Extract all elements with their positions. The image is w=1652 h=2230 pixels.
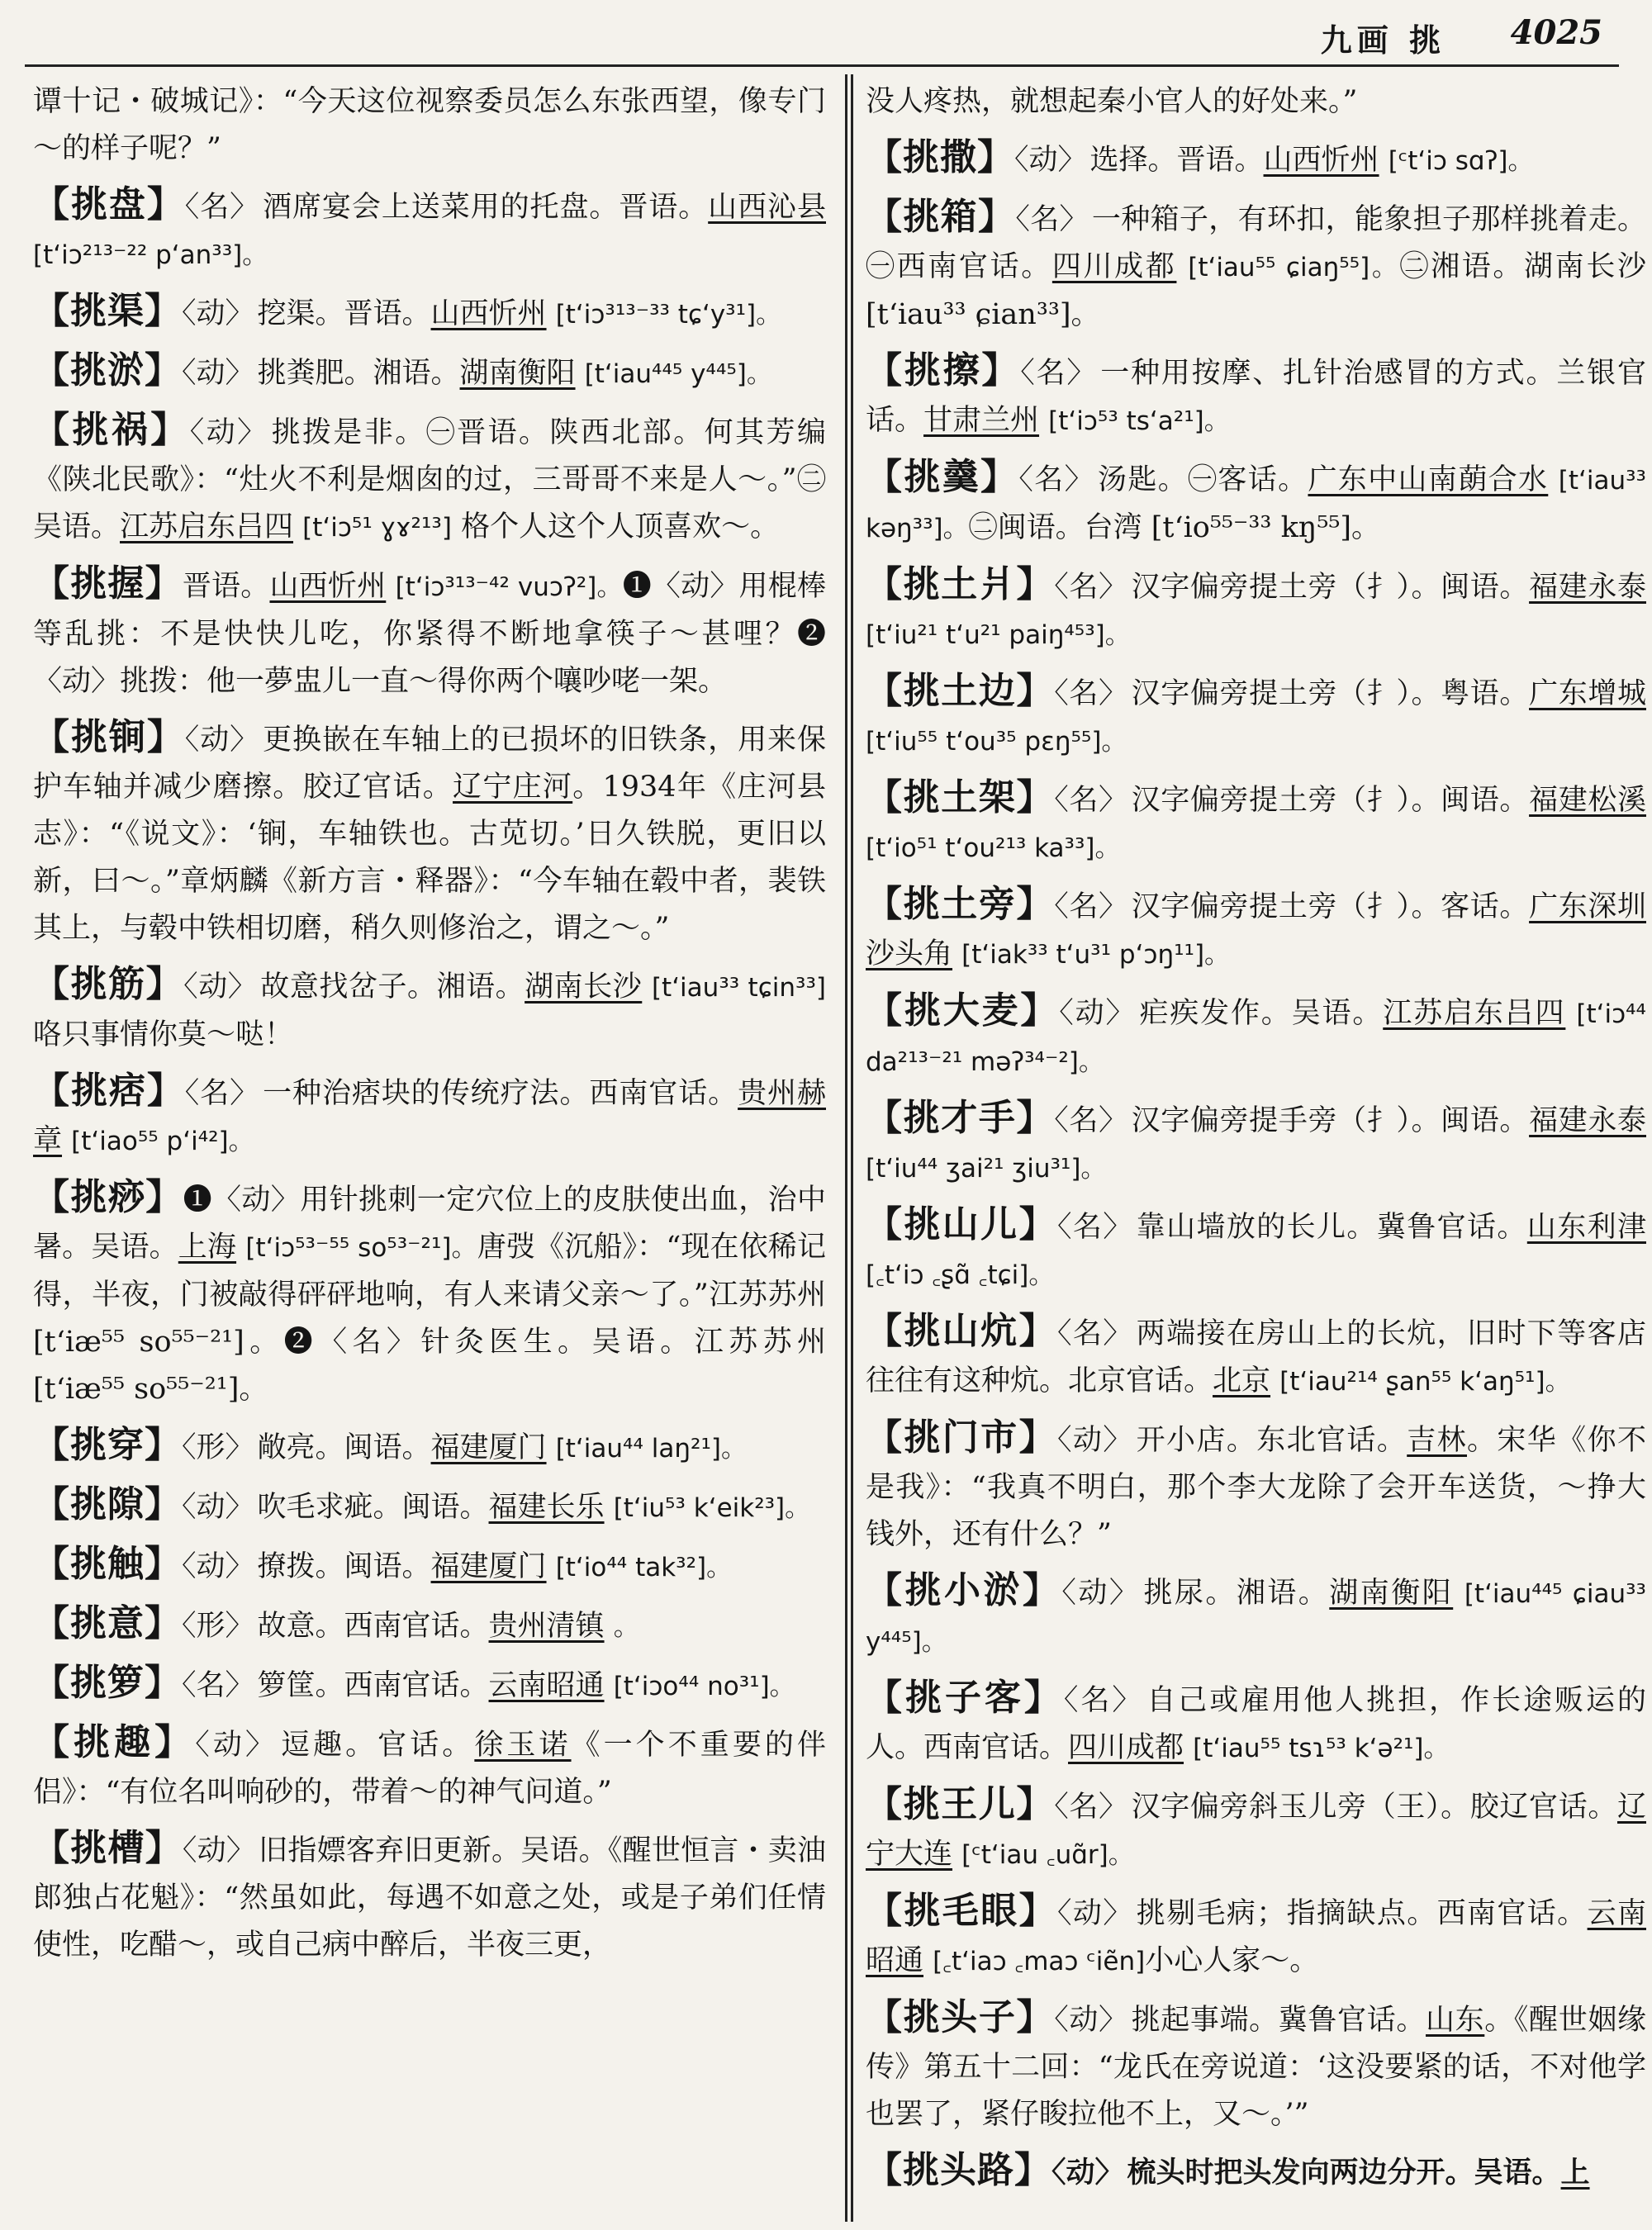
dictionary-entry (866, 880, 1646, 979)
dialect-location: 云南昭通 (488, 1669, 605, 1702)
dictionary-entry (866, 1567, 1646, 1666)
section-label: 九画 挑 (1320, 21, 1446, 59)
entry-definition: 逗趣。官话。 (280, 1729, 475, 1762)
dialect-location: 广东深圳沙头角 (866, 890, 1646, 970)
entry-example: 。1934年《庄河县志》：“《说文》：‘锏，车轴铁也。古苋切。’日久铁脱，更旧以新，曰～。”章炳麟《新方言・释器》：“今车轴在毂中者，裴铁其上，与毂中铁相切磨，稍久则修治之，谓之～。” (33, 771, 826, 945)
pronunciation: [ᶜtʻiau ꜀uɑ̃r]。 (961, 1840, 1134, 1870)
entry-headword: 【挑土爿】 (866, 563, 1055, 605)
pronunciation: [tʻiɔ³¹³⁻⁴² vuɔʔ²]。 (395, 572, 623, 602)
pronunciation: [tʻio⁴⁴ tak³²]。 (555, 1553, 733, 1582)
entry-definition: 梳头时把头发向两边分开。吴语。 (1127, 2156, 1561, 2190)
entry-headword: 【挑意】 (33, 1602, 182, 1644)
pronunciation: [tʻiau³³ kəŋ³³]。 (866, 466, 1646, 543)
entry-definition: 晋语。 (182, 570, 270, 603)
dialect-location: 山东 (1426, 2004, 1485, 2037)
pronunciation: [tʻio⁵¹ tʻou²¹³ ka³³]。 (866, 833, 1121, 863)
entry-headword: 【挑箩】 (33, 1662, 182, 1704)
pronunciation: [tʻiɔ⁵¹ ɣɤ²¹³] (302, 513, 452, 543)
pronunciation: [tʻiɔ⁵³ tsʻa²¹]。 (1048, 406, 1230, 436)
part-of-speech: 〈动〉 (183, 970, 258, 1004)
dialect-location: 贵州赫章 (33, 1077, 826, 1157)
entry-headword: 【挑祸】 (33, 409, 190, 451)
pronunciation: [tʻiu⁵³ kʻeik²³]。 (613, 1493, 811, 1523)
entry-headword: 【挑羹】 (866, 456, 1019, 498)
dialect-location: 上海 (178, 1231, 237, 1264)
dictionary-entry (866, 667, 1646, 766)
dictionary-entry (33, 347, 826, 398)
pronunciation: [tʻiau³³ tɕin³³] (651, 973, 826, 1003)
entry-definition: 故意。西南官话。 (257, 1610, 489, 1643)
dictionary-entry (866, 1674, 1646, 1772)
entry-headword: 【挑子客】 (866, 1677, 1064, 1719)
entry-example: 格个人这个人顶喜欢～。 (451, 510, 780, 543)
part-of-speech: 〈动〉 (1056, 1897, 1133, 1930)
dialect-location: 山西忻州 (1263, 144, 1379, 177)
entry-headword: 【挑痞】 (33, 1070, 185, 1112)
pronunciation: [tʻiao⁵⁵ pʻi⁴²]。 (71, 1127, 254, 1156)
dialect-location: 福建永泰 (1529, 571, 1646, 604)
dialect-location: 山东利津 (1526, 1211, 1646, 1244)
entry-headword: 【挑王儿】 (866, 1783, 1055, 1825)
pronunciation: [tʻiak³³ tʻu³¹ pʻɔŋ¹¹]。 (961, 940, 1231, 970)
dialect-location: 江苏启东吕四 (1383, 997, 1566, 1030)
dictionary-entry (33, 1719, 826, 1816)
dialect-location: 福建松溪 (1529, 784, 1646, 817)
entry-headword: 【挑触】 (33, 1543, 182, 1585)
entry-definition: 汉字偏旁提土旁（扌）。闽语。 (1131, 784, 1530, 817)
part-of-speech: 〈动〉 (1051, 2156, 1124, 2190)
entry-example: 咯只事情你莫～哒！ (33, 1018, 294, 1051)
entry-headword: 【挑锏】 (33, 716, 185, 758)
part-of-speech: 〈动〉 (182, 1550, 254, 1583)
dictionary-entry (33, 287, 826, 339)
dictionary-entry (866, 1307, 1646, 1406)
dialect-location: 湖南长沙 (525, 970, 643, 1004)
entry-definition: 挑剔毛病；指摘缺点。西南官话。 (1136, 1897, 1588, 1930)
part-of-speech: 〈动〉 (182, 1491, 254, 1524)
pronunciation: [tʻiu⁵⁵ tʻou³⁵ pɛŋ⁵⁵]。 (866, 727, 1127, 757)
entry-headword: 【挑土架】 (866, 776, 1055, 818)
dialect-location: 福建厦门 (430, 1431, 547, 1464)
entry-definition: 挖渠。晋语。 (257, 297, 431, 330)
dictionary-entry (33, 1067, 826, 1165)
part-of-speech: 〈形〉 (182, 1431, 254, 1464)
entry-headword: 【挑痧】 (33, 1176, 183, 1218)
dialect-location: 北京 (1213, 1364, 1271, 1397)
entry-definition: 汉字偏旁提土旁（扌）。粤语。 (1131, 677, 1530, 710)
dictionary-entry (866, 1994, 1646, 2138)
part-of-speech: 〈名〉 (1054, 571, 1128, 604)
entry-definition: 挑粪肥。湘语。 (257, 357, 460, 390)
entry-definition: 汉字偏旁提土旁（扌）。闽语。 (1131, 571, 1530, 604)
column-divider (845, 74, 853, 2222)
left-column (33, 78, 826, 2230)
dictionary-entry (33, 1600, 826, 1651)
part-of-speech: 〈名〉 (184, 1077, 260, 1110)
dictionary-entry (33, 181, 826, 279)
dictionary-entry (33, 560, 826, 705)
entry-example: 唐弢《沉船》：“现在依稀记得，半夜，门被敲得砰砰地响，有人来请父亲～了。”江苏苏州 [tʻiæ⁵⁵ so⁵⁵⁻²¹]。❷〈名〉针灸医生。吴语。江苏苏州 [tʻiæ⁵⁵ so⁵⁵⁻²¹]。 (33, 1231, 826, 1406)
entry-definition: 疟疾发作。吴语。 (1139, 997, 1384, 1030)
entry-definition: 挑尿。湘语。 (1143, 1577, 1330, 1610)
dictionary-entry (33, 1540, 826, 1592)
dictionary-entry (866, 774, 1646, 872)
entry-headword: 【挑握】 (33, 562, 183, 605)
part-of-speech: 〈动〉 (1059, 997, 1137, 1030)
dialect-location: 广东增城 (1529, 677, 1646, 710)
dictionary-entry (866, 134, 1646, 185)
dialect-location: 湖南衡阳 (1329, 1577, 1454, 1610)
right-column (866, 78, 1646, 2230)
entry-definition: 一种箱子，有环扣，能象担子那样挑着走。㊀西南官话。 (866, 203, 1646, 283)
dialect-location: 福建厦门 (430, 1550, 547, 1583)
dialect-location: 江苏启东吕四 (120, 510, 294, 543)
entry-headword: 【挑头子】 (866, 1996, 1055, 2038)
dialect-location: 辽宁庄河 (453, 771, 573, 804)
entry-headword: 【挑大麦】 (866, 989, 1060, 1032)
pronunciation: [tʻiu⁴⁴ ʒai²¹ ʒiu³¹]。 (866, 1154, 1107, 1184)
part-of-speech: 〈名〉 (1054, 890, 1128, 923)
entry-headword: 【挑隙】 (33, 1483, 182, 1525)
dialect-location: 四川成都 (1051, 250, 1177, 283)
entry-headword: 【挑槽】 (33, 1827, 183, 1869)
dialect-location: 贵州清镇 (488, 1610, 605, 1643)
entry-definition: 汉字偏旁提土旁（扌）。客话。 (1131, 890, 1530, 923)
entry-definition: 箩筐。西南官话。 (257, 1669, 489, 1702)
part-of-speech: 〈名〉 (182, 1669, 254, 1702)
dialect-location: 福建长乐 (488, 1491, 605, 1524)
dictionary-entry (866, 1887, 1646, 1986)
entry-definition: 吹毛求疵。闽语。 (257, 1491, 489, 1524)
entry-definition: 一种用按摩、扎针治感冒的方式。兰银官话。 (866, 357, 1646, 437)
part-of-speech: 〈动〉 (1056, 1424, 1133, 1457)
part-of-speech: 〈名〉 (1063, 1684, 1144, 1717)
pronunciation: [tʻiɔo⁴⁴ no³¹]。 (613, 1672, 795, 1701)
dialect-location: 山西沁县 (708, 191, 826, 224)
entry-headword: 【挑小淤】 (866, 1569, 1062, 1611)
part-of-speech: 〈动〉 (182, 357, 254, 390)
part-of-speech: 〈名〉 (1020, 357, 1098, 390)
entry-definition: 撩拨。闽语。 (257, 1550, 431, 1583)
part-of-speech: 〈动〉 (1014, 144, 1087, 177)
page-header (0, 0, 1652, 66)
dictionary-entry (33, 714, 826, 952)
entry-headword: 【挑擦】 (866, 349, 1021, 391)
pronunciation: [tʻiau²¹⁴ ʂan⁵⁵ kʻaŋ⁵¹]。 (1279, 1367, 1571, 1397)
part-of-speech: 〈动〉 (195, 1729, 278, 1762)
entry-definition: 更换嵌在车轴上的已损坏的旧铁条，用来保护车轴并减少磨擦。胶辽官话。 (33, 724, 826, 804)
dialect-location: 甘肃兰州 (923, 404, 1040, 437)
entry-definition: 汉字偏旁提手旁（扌）。闽语。 (1131, 1104, 1530, 1137)
part-of-speech: 〈动〉 (184, 724, 260, 757)
dialect-location: 云南昭通 (866, 1897, 1646, 1977)
pronunciation: 。 (613, 1612, 639, 1642)
entry-definition: 自己或雇用他人挑担，作长途贩运的人。西南官话。 (866, 1684, 1646, 1764)
part-of-speech: 〈动〉 (1054, 2004, 1128, 2037)
dictionary-entry (866, 1094, 1646, 1193)
pronunciation: [tʻiau⁴⁴⁵ ɕiau³³ y⁴⁴⁵]。 (866, 1579, 1646, 1657)
dictionary-entry (866, 987, 1646, 1086)
entry-definition: ❶〈动〉用针挑刺一定穴位上的皮肤使出血，治中暑。吴语。 (33, 1184, 826, 1264)
pronunciation: [ᶜtʻiɔ sɑʔ]。 (1388, 146, 1534, 176)
dictionary-entry (33, 1481, 826, 1532)
dialect-location: 上 (1560, 2156, 1590, 2190)
dictionary-entry (866, 1414, 1646, 1559)
entry-text: 谭十记・破城记》：“今天这位视察委员怎么东张西望，像专门～的样子呢？” (33, 85, 826, 165)
dictionary-entry (33, 1174, 826, 1413)
dictionary-entry (33, 961, 826, 1059)
entry-definition: 选择。晋语。 (1089, 144, 1264, 177)
dialect-location: 徐玉诺 (474, 1729, 572, 1762)
pronunciation: [tʻiɔ⁴⁴ da²¹³⁻²¹ məʔ³⁴⁻²]。 (866, 999, 1646, 1077)
dialect-location: 山西忻州 (269, 570, 387, 603)
pronunciation: [tʻiɔ²¹³⁻²² pʻan³³]。 (33, 240, 268, 270)
part-of-speech: 〈名〉 (1056, 1317, 1133, 1350)
dictionary-entry (33, 1421, 826, 1473)
entry-definition: 挑拨是非。㊀晋语。陕西北部。何其芳编《陕北民歌》：“灶火不利是烟囱的过，三哥哥不来是人～。”㊁吴语。 (33, 416, 826, 543)
entry-definition: 酒席宴会上送菜用的托盘。晋语。 (263, 191, 709, 224)
entry-definition: 汤匙。㊀客话。 (1097, 463, 1308, 496)
entry-headword: 【挑门市】 (866, 1416, 1057, 1459)
part-of-speech: 〈名〉 (1015, 203, 1089, 236)
pronunciation: [꜀tʻiaɔ ꜀maɔ ᶜiẽn] (933, 1947, 1146, 1976)
entry-definition: 两端接在房山上的长炕，旧时下等客店往往有这种炕。北京官话。 (866, 1317, 1646, 1397)
entry-headword: 【挑才手】 (866, 1097, 1055, 1139)
pronunciation: [tʻiau⁴⁴⁵ y⁴⁴⁵]。 (584, 359, 772, 389)
pronunciation: [tʻiu²¹ tʻu²¹ paiŋ⁴⁵³]。 (866, 620, 1131, 650)
entry-headword: 【挑毛眼】 (866, 1890, 1057, 1932)
part-of-speech: 〈名〉 (184, 191, 260, 224)
dictionary-entry (33, 1659, 826, 1710)
part-of-speech: 〈名〉 (1018, 463, 1094, 496)
part-of-speech: 〈名〉 (1054, 677, 1128, 710)
dialect-location: 福建永泰 (1529, 1104, 1646, 1137)
entry-headword: 【挑头路】 (866, 2149, 1051, 2191)
entry-headword: 【挑山炕】 (866, 1310, 1057, 1352)
dictionary-entry (866, 2147, 1646, 2196)
entry-headword: 【挑趣】 (33, 1721, 196, 1763)
entry-definition: 挑起事端。冀鲁官话。 (1131, 2004, 1426, 2037)
part-of-speech: 〈名〉 (1054, 784, 1128, 817)
dictionary-entry (33, 406, 826, 552)
dialect-location: 辽宁大连 (866, 1791, 1646, 1871)
dictionary-entry (866, 561, 1646, 659)
pronunciation: [tʻiau⁴⁴ laŋ²¹]。 (555, 1434, 747, 1464)
dialect-location: 四川成都 (1068, 1731, 1184, 1764)
part-of-speech: 〈名〉 (1054, 1791, 1128, 1824)
entry-example: ㊁湘语。湖南长沙 [tʻiau³³ ɕian³³]。 (866, 250, 1646, 331)
continued-text (33, 78, 826, 173)
page-number: 4025 (1510, 13, 1602, 52)
dictionary-entry (33, 1824, 826, 1969)
entry-headword: 【挑盘】 (33, 183, 185, 225)
header-rule (25, 64, 1619, 67)
dialect-location: 吉林 (1407, 1424, 1467, 1457)
part-of-speech: 〈动〉 (182, 297, 254, 330)
entry-example: ㊁闽语。台湾 [tʻio⁵⁵⁻³³ kŋ⁵⁵]。 (968, 511, 1381, 544)
entry-definition: 敞亮。闽语。 (257, 1431, 431, 1464)
dialect-location: 山西忻州 (430, 297, 547, 330)
part-of-speech: 〈名〉 (1056, 1211, 1133, 1244)
pronunciation: [tʻiɔ⁵³⁻⁵⁵ so⁵³⁻²¹]。 (245, 1233, 477, 1263)
dictionary-entry (866, 1201, 1646, 1299)
entry-headword: 【挑撒】 (866, 136, 1014, 178)
pronunciation: [꜀tʻiɔ ꜀ʂɑ̃ ꜀tɕi]。 (866, 1260, 1055, 1290)
entry-example: ❶〈动〉用棍棒等乱挑：不是快快儿吃，你紧得不断地拿筷子～甚哩？❷〈动〉挑拨：他一夢盅儿一直～得你两个嚷吵咾一架。 (33, 570, 826, 698)
entry-headword: 【挑淤】 (33, 349, 182, 391)
entry-headword: 【挑筋】 (33, 963, 184, 1005)
entry-text: 没人疼热，就想起秦小官人的好处来。” (866, 85, 1358, 118)
dictionary-entry (866, 193, 1646, 339)
entry-definition: 故意找岔子。湘语。 (260, 970, 525, 1004)
part-of-speech: 〈动〉 (1061, 1577, 1141, 1610)
dictionary-entry (866, 347, 1646, 445)
entry-definition: 旧指嫖客弃旧更新。吴语。《醒世恒言・卖油郎独占花魁》：“然虽如此，每遇不如意之处，或是子弟们任情使性，吃醋～，或自己病中醉后，半夜三更， (33, 1834, 826, 1962)
pronunciation: [tʻiɔ³¹³⁻³³ tɕʻy³¹]。 (555, 300, 782, 330)
entry-definition: 开小店。东北官话。 (1136, 1424, 1408, 1457)
entry-headword: 【挑山儿】 (866, 1203, 1057, 1245)
continued-text (866, 78, 1646, 126)
entry-example: 小心人家～。 (1145, 1944, 1319, 1977)
pronunciation: [tʻiau⁵⁵ ɕiaŋ⁵⁵]。 (1188, 253, 1400, 282)
dictionary-entry (866, 1781, 1646, 1879)
entry-headword: 【挑土边】 (866, 670, 1055, 712)
entry-definition: 一种治痞块的传统疗法。西南官话。 (263, 1077, 738, 1110)
entry-example: 《一个不重要的伴侣》：“有位名叫响砂的，带着～的神气问道。” (33, 1729, 826, 1809)
dialect-location: 湖南衡阳 (459, 357, 576, 390)
entry-headword: 【挑箱】 (866, 196, 1016, 238)
part-of-speech: 〈形〉 (182, 1610, 254, 1643)
entry-headword: 【挑渠】 (33, 290, 182, 332)
part-of-speech: 〈动〉 (182, 1834, 256, 1867)
part-of-speech: 〈动〉 (189, 416, 268, 449)
entry-example: 。《醒世姻缘传》第五十二回：“龙氏在旁说道：‘这没要紧的话，不对他学也罢了，紧仔睃拉他不上，又～。’” (866, 2004, 1646, 2131)
entry-definition: 汉字偏旁斜玉儿旁（王）。胶辽官话。 (1131, 1791, 1617, 1824)
entry-definition: 靠山墙放的长儿。冀鲁官话。 (1136, 1211, 1527, 1244)
entry-headword: 【挑土旁】 (866, 883, 1055, 925)
part-of-speech: 〈名〉 (1054, 1104, 1128, 1137)
dialect-location: 广东中山南蓢合水 (1308, 463, 1549, 496)
dictionary-entry (866, 453, 1646, 553)
entry-headword: 【挑穿】 (33, 1424, 182, 1466)
pronunciation: [tʻiau⁵⁵ tsɿ⁵³ kʻə²¹]。 (1193, 1734, 1450, 1763)
entry-example: 。宋华《你不是我》：“我真不明白，那个李大龙除了会开车送货，～挣大钱外，还有什么？” (866, 1424, 1646, 1551)
